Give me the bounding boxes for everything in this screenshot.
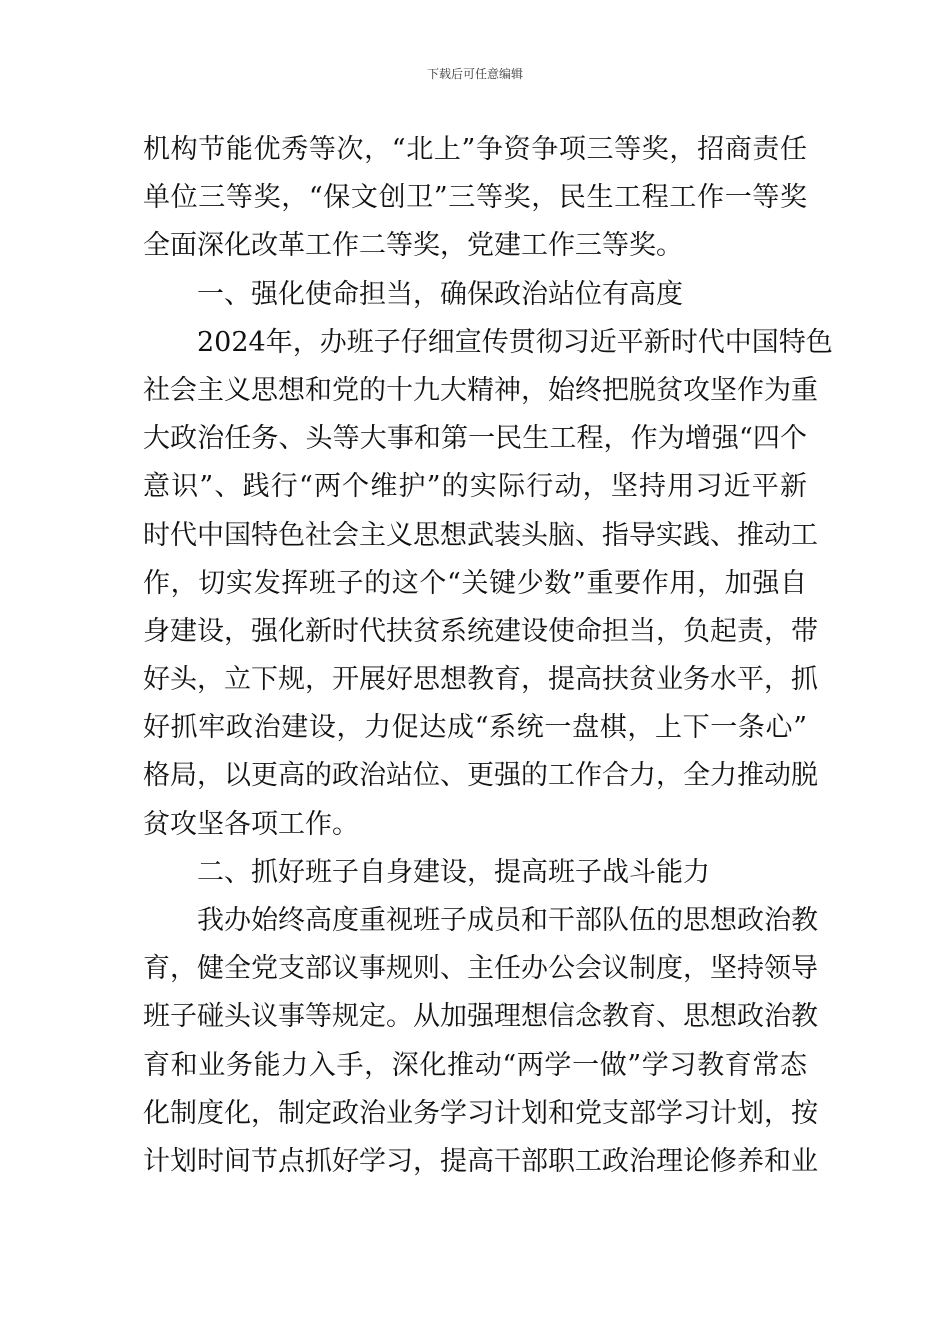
paragraph-line: 单位三等奖，“保文创卫”三等奖，民生工程工作一等奖 [143, 182, 807, 214]
paragraph-line: 2024年，办班子仔细宣传贯彻习近平新时代中国特色 [197, 326, 833, 358]
paragraph-line: 好头，立下规，开展好思想教育，提高扶贫业务水平，抓 [143, 664, 818, 696]
section-heading: 一、强化使命担当，确保政治站位有高度 [197, 278, 683, 310]
paragraph-line: 计划时间节点抓好学习，提高干部职工政治理论修养和业 [143, 1145, 818, 1177]
page-header: 下载后可任意编辑 [426, 67, 523, 81]
paragraph-line: 机构节能优秀等次，“北上”争资争项三等奖，招商责任 [143, 134, 807, 165]
paragraph-line: 化制度化，制定政治业务学习计划和党支部学习计划，按 [143, 1097, 818, 1129]
paragraph-line: 班子碰头议事等规定。从加强理想信念教育、思想政治教 [143, 1001, 818, 1033]
paragraph-line: 社会主义思想和党的十九大精神，始终把脱贫攻坚作为重 [143, 374, 818, 406]
document-body [143, 126, 833, 1186]
paragraph-line: 作，切实发挥班子的这个“关键少数”重要作用，加强自 [143, 567, 807, 599]
paragraph-line: 好抓牢政治建设，力促达成“系统一盘棋，上下一条心” [143, 712, 807, 744]
paragraph-line: 意识”、践行“两个维护”的实际行动，坚持用习近平新 [143, 471, 807, 503]
section-heading: 二、抓好班子自身建设，提高班子战斗能力 [197, 856, 710, 888]
paragraph-line: 育和业务能力入手，深化推动“两学一做”学习教育常态 [143, 1049, 807, 1081]
paragraph-line: 我办始终高度重视班子成员和干部队伍的思想政治教 [197, 905, 818, 936]
paragraph-line: 身建设，强化新时代扶贫系统建设使命担当，负起责，带 [143, 615, 818, 647]
paragraph-line: 大政治任务、头等大事和第一民生工程，作为增强“四个 [143, 423, 807, 455]
paragraph-line: 贫攻坚各项工作。 [143, 808, 359, 840]
paragraph-line: 格局，以更高的政治站位、更强的工作合力，全力推动脱 [143, 760, 818, 792]
paragraph-line: 全面深化改革工作二等奖，党建工作三等奖。 [143, 230, 683, 262]
paragraph-line: 时代中国特色社会主义思想武装头脑、指导实践、推动工 [143, 519, 818, 551]
paragraph-line: 育，健全党支部议事规则、主任办公会议制度，坚持领导 [143, 953, 818, 985]
